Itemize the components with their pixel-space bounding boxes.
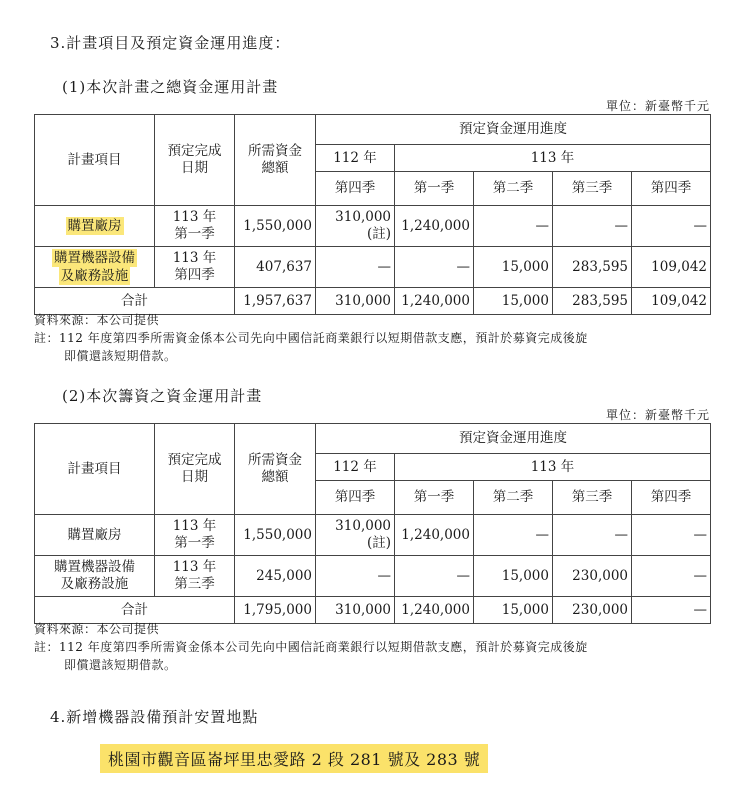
sum-q4: — (632, 597, 711, 624)
sum-q1: 1,240,000 (395, 597, 474, 624)
plan1-source: 資料來源：本公司提供 (34, 313, 160, 327)
row-q4: — (632, 556, 711, 597)
header-total: 所需資金總額 (235, 115, 316, 206)
plan2-unit: 單位：新臺幣千元 (605, 408, 710, 422)
row-q2: 15,000 (474, 556, 553, 597)
row-q3: — (553, 515, 632, 556)
row-q1: 1,240,000 (395, 206, 474, 247)
row-total: 407,637 (235, 247, 316, 288)
date-line-1: 113 年 (172, 559, 217, 575)
table-row (35, 247, 711, 288)
sum-label: 合計 (35, 288, 235, 315)
install-address: 桃園市觀音區崙坪里忠愛路 2 段 281 號及 283 號 (100, 744, 488, 773)
item-line-1: 購置機器設備 (54, 559, 135, 575)
row-q4: — (632, 515, 711, 556)
date-line-2: 第三季 (174, 576, 215, 592)
note-marker: (註) (366, 226, 391, 242)
sum-q3: 230,000 (553, 597, 632, 624)
sum-112q4: 310,000 (316, 288, 395, 315)
plan2-title: (2)本次籌資之資金運用計畫 (62, 387, 263, 405)
row-total: 245,000 (235, 556, 316, 597)
item-highlight: 購置機器設備 (54, 250, 135, 266)
header-total: 所需資金總額 (235, 424, 316, 515)
table-row (35, 515, 711, 556)
row-item (35, 206, 155, 247)
section-4-title: 4.新增機器設備預計安置地點 (50, 708, 259, 726)
item-line-2: 及廠務設施 (60, 576, 129, 592)
sum-q1: 1,240,000 (395, 288, 474, 315)
date-line-2: 第四季 (174, 267, 215, 283)
header-q2: 第二季 (474, 172, 553, 206)
item-highlight: 及廠務設施 (60, 268, 129, 284)
plan1-note-line-2: 即償還該短期借款。 (64, 349, 177, 363)
sum-112q4: 310,000 (316, 597, 395, 624)
row-112q4 (316, 206, 395, 247)
row-112q4 (316, 515, 395, 556)
row-112q4: — (316, 556, 395, 597)
row-q2: 15,000 (474, 247, 553, 288)
row-q1: 1,240,000 (395, 515, 474, 556)
row-q4: 109,042 (632, 247, 711, 288)
plan1-table (34, 114, 711, 315)
header-item: 計畫項目 (35, 115, 155, 206)
plan2-source: 資料來源：本公司提供 (34, 622, 160, 636)
header-q1: 第一季 (395, 172, 474, 206)
value: 310,000 (335, 518, 391, 534)
plan1-note-line-1: 註：112 年度第四季所需資金係本公司先向中國信託商業銀行以短期借款支應，預計於募資完成後旋 (34, 331, 588, 345)
header-q4-113: 第四季 (632, 172, 711, 206)
row-q1: — (395, 556, 474, 597)
row-q4: — (632, 206, 711, 247)
header-progress: 預定資金運用進度 (316, 115, 711, 145)
header-year-113: 113 年 (395, 145, 711, 172)
table-row (35, 206, 711, 247)
sum-q3: 283,595 (553, 288, 632, 315)
header-progress: 預定資金運用進度 (316, 424, 711, 454)
plan2-note-line-2: 即償還該短期借款。 (64, 658, 177, 672)
sum-total: 1,795,000 (235, 597, 316, 624)
sum-q4: 109,042 (632, 288, 711, 315)
section-3-title: 3.計畫項目及預定資金運用進度： (50, 34, 291, 52)
date-line-1: 113 年 (172, 518, 217, 534)
header-q4-112: 第四季 (316, 172, 395, 206)
header-item: 計畫項目 (35, 424, 155, 515)
date-line-2: 第一季 (174, 535, 215, 551)
header-q2: 第二季 (474, 481, 553, 515)
table-row (35, 556, 711, 597)
row-q2: — (474, 206, 553, 247)
sum-label: 合計 (35, 597, 235, 624)
row-item (35, 556, 155, 597)
row-date (155, 247, 235, 288)
sum-q2: 15,000 (474, 288, 553, 315)
row-q3: 230,000 (553, 556, 632, 597)
sum-total: 1,957,637 (235, 288, 316, 315)
row-item (35, 247, 155, 288)
plan1-title: (1)本次計畫之總資金運用計畫 (62, 78, 279, 96)
row-item: 購置廠房 (35, 515, 155, 556)
header-year-112: 112 年 (316, 145, 395, 172)
plan2-note-line-1: 註：112 年度第四季所需資金係本公司先向中國信託商業銀行以短期借款支應，預計於募資完成後旋 (34, 640, 588, 654)
header-year-112: 112 年 (316, 454, 395, 481)
header-q4-112: 第四季 (316, 481, 395, 515)
value: 310,000 (335, 209, 391, 225)
header-date: 預定完成日期 (155, 115, 235, 206)
date-line-1: 113 年 (172, 209, 217, 225)
header-year-113: 113 年 (395, 454, 711, 481)
date-line-1: 113 年 (172, 250, 217, 266)
row-q3: 283,595 (553, 247, 632, 288)
header-q1: 第一季 (395, 481, 474, 515)
row-total: 1,550,000 (235, 515, 316, 556)
date-line-2: 第一季 (174, 226, 215, 242)
row-q2: — (474, 515, 553, 556)
note-marker: (註) (366, 535, 391, 551)
row-total: 1,550,000 (235, 206, 316, 247)
row-date (155, 515, 235, 556)
plan1-unit: 單位：新臺幣千元 (605, 99, 710, 113)
sum-q2: 15,000 (474, 597, 553, 624)
row-date (155, 206, 235, 247)
plan2-table (34, 423, 711, 624)
header-q3: 第三季 (553, 481, 632, 515)
row-q3: — (553, 206, 632, 247)
header-date: 預定完成日期 (155, 424, 235, 515)
row-q1: — (395, 247, 474, 288)
header-q3: 第三季 (553, 172, 632, 206)
header-q4-113: 第四季 (632, 481, 711, 515)
row-112q4: — (316, 247, 395, 288)
row-date (155, 556, 235, 597)
item-highlight: 購置廠房 (67, 218, 122, 234)
